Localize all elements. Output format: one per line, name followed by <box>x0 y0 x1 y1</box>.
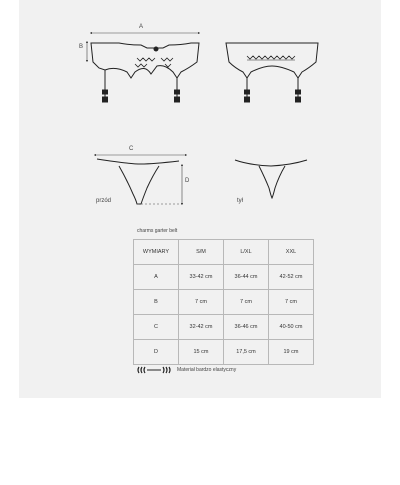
table-row <box>134 340 314 365</box>
header-cell: S/M <box>179 240 224 265</box>
table-cell: 7 cm <box>224 290 269 315</box>
header-cell: XXL <box>269 240 314 265</box>
belt-back-outline <box>226 43 318 78</box>
table-cell: 7 cm <box>269 290 314 315</box>
header-cell: WYMIARY <box>134 240 179 265</box>
thong-back-outline <box>259 166 285 198</box>
table-cell: 40-50 cm <box>269 315 314 340</box>
table-row <box>134 265 314 290</box>
legend <box>137 366 236 374</box>
thong-back-drawing <box>235 160 307 198</box>
table-cell: 15 cm <box>179 340 224 365</box>
size-chart-panel <box>19 0 381 398</box>
table-cell: 33-42 cm <box>179 265 224 290</box>
row-label-cell: B <box>134 290 179 315</box>
thong-front-waist <box>97 159 179 164</box>
back-view-label: tył <box>237 198 243 204</box>
table-cell: 7 cm <box>179 290 224 315</box>
table-header-row <box>134 240 314 265</box>
elastic-stretch-icon <box>137 366 171 374</box>
thong-front-drawing <box>95 155 186 204</box>
table-cell: 19 cm <box>269 340 314 365</box>
dimension-a-label: A <box>139 24 144 30</box>
table-cell: 36-44 cm <box>224 265 269 290</box>
table-cell: 17,5 cm <box>224 340 269 365</box>
table-cell: 36-46 cm <box>224 315 269 340</box>
thong-front-outline <box>119 166 159 204</box>
size-table <box>133 239 314 365</box>
dimension-b-label: B <box>79 44 84 50</box>
row-label-cell: A <box>134 265 179 290</box>
technical-drawings <box>19 0 381 230</box>
dimension-d-label: D <box>185 178 190 184</box>
table-cell: 42-52 cm <box>269 265 314 290</box>
row-label-cell: D <box>134 340 179 365</box>
garter-belt-back-drawing <box>226 43 318 102</box>
thong-back-waist <box>235 160 307 166</box>
front-view-label: przód <box>96 198 112 204</box>
legend-text: Materiał bardzo elastyczny <box>177 367 237 373</box>
table-title: charms garter belt <box>137 228 178 234</box>
garter-belt-front-drawing <box>87 33 199 102</box>
row-label-cell: C <box>134 315 179 340</box>
table-row <box>134 315 314 340</box>
header-cell: L/XL <box>224 240 269 265</box>
table-row <box>134 290 314 315</box>
table-cell: 32-42 cm <box>179 315 224 340</box>
dimension-c-label: C <box>129 146 134 152</box>
